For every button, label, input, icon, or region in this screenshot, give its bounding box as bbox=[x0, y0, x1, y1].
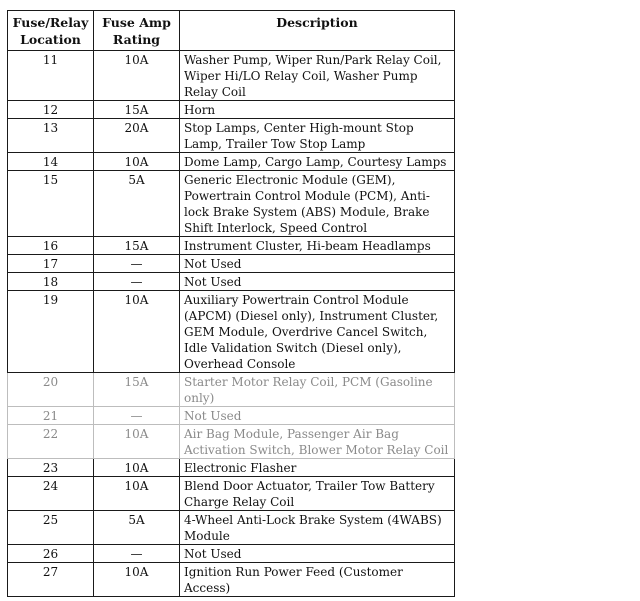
fuse-location-cell: 26 bbox=[8, 545, 94, 563]
fuse-location-cell: 22 bbox=[8, 425, 94, 459]
fuse-amp-cell: 10A bbox=[94, 563, 180, 597]
fuse-location-cell: 20 bbox=[8, 373, 94, 407]
fuse-amp-cell: 10A bbox=[94, 291, 180, 373]
fuse-amp-cell: 15A bbox=[94, 373, 180, 407]
fuse-description-cell: 4-Wheel Anti-Lock Brake System (4WABS) Module bbox=[180, 511, 455, 545]
fuse-location-cell: 15 bbox=[8, 171, 94, 237]
fuse-amp-cell: 10A bbox=[94, 51, 180, 101]
fuse-description-cell: Starter Motor Relay Coil, PCM (Gasoline only) bbox=[180, 373, 455, 407]
fuse-description-cell: Instrument Cluster, Hi-beam Headlamps bbox=[180, 237, 455, 255]
fuse-amp-cell: — bbox=[94, 273, 180, 291]
fuse-amp-cell: 10A bbox=[94, 459, 180, 477]
fuse-location-cell: 14 bbox=[8, 153, 94, 171]
table-row bbox=[8, 119, 455, 153]
fuse-amp-cell: 15A bbox=[94, 101, 180, 119]
fuse-location-cell: 11 bbox=[8, 51, 94, 101]
table-row bbox=[8, 273, 455, 291]
amp-header-line2: Rating bbox=[112, 32, 161, 47]
fuse-description-cell: Blend Door Actuator, Trailer Tow Battery Charge Relay Coil bbox=[180, 477, 455, 511]
fuse-description-cell: Dome Lamp, Cargo Lamp, Courtesy Lamps bbox=[180, 153, 455, 171]
table-row bbox=[8, 511, 455, 545]
fuse-location-cell: 16 bbox=[8, 237, 94, 255]
fuse-amp-cell: 15A bbox=[94, 237, 180, 255]
fuse-description-cell: Air Bag Module, Passenger Air Bag Activation Switch, Blower Motor Relay Coil bbox=[180, 425, 455, 459]
fuse-amp-cell: 10A bbox=[94, 425, 180, 459]
table-row bbox=[8, 545, 455, 563]
fuse-description-cell: Not Used bbox=[180, 273, 455, 291]
column-header-description bbox=[180, 11, 455, 51]
fuse-location-cell: 21 bbox=[8, 407, 94, 425]
table-row bbox=[8, 101, 455, 119]
column-header-amp bbox=[94, 11, 180, 51]
table-row bbox=[8, 373, 455, 407]
fuse-location-cell: 23 bbox=[8, 459, 94, 477]
fuse-amp-cell: 20A bbox=[94, 119, 180, 153]
fuse-amp-cell: 10A bbox=[94, 477, 180, 511]
fuse-amp-cell: — bbox=[94, 407, 180, 425]
fuse-description-cell: Washer Pump, Wiper Run/Park Relay Coil, Wiper Hi/LO Relay Coil, Washer Pump Relay Coil bbox=[180, 51, 455, 101]
fuse-location-cell: 12 bbox=[8, 101, 94, 119]
amp-header-line1: Fuse Amp bbox=[102, 15, 171, 30]
fuse-description-cell: Horn bbox=[180, 101, 455, 119]
table-row bbox=[8, 237, 455, 255]
fuse-relay-table bbox=[7, 10, 455, 597]
fuse-location-cell: 17 bbox=[8, 255, 94, 273]
table-row bbox=[8, 153, 455, 171]
table-row bbox=[8, 291, 455, 373]
fuse-description-cell: Stop Lamps, Center High-mount Stop Lamp, Trailer Tow Stop Lamp bbox=[180, 119, 455, 153]
table-row bbox=[8, 51, 455, 101]
fuse-amp-cell: 5A bbox=[94, 171, 180, 237]
table-row bbox=[8, 425, 455, 459]
fuse-description-cell: Not Used bbox=[180, 407, 455, 425]
table-row bbox=[8, 477, 455, 511]
fuse-description-cell: Not Used bbox=[180, 545, 455, 563]
fuse-description-cell: Electronic Flasher bbox=[180, 459, 455, 477]
fuse-description-cell: Generic Electronic Module (GEM), Powertrain Control Module (PCM), Anti-lock Brake System (ABS) Module, Brake Shift Interlock, Speed Control bbox=[180, 171, 455, 237]
location-header-line1: Fuse/Relay bbox=[12, 15, 89, 30]
table-row bbox=[8, 459, 455, 477]
fuse-location-cell: 19 bbox=[8, 291, 94, 373]
fuse-description-cell: Ignition Run Power Feed (Customer Access) bbox=[180, 563, 455, 597]
fuse-description-cell: Auxiliary Powertrain Control Module (APCM) (Diesel only), Instrument Cluster, GEM Module, Overdrive Cancel Switch, Idle Validation Switch (Diesel only), Overhead Console bbox=[180, 291, 455, 373]
fuse-amp-cell: 5A bbox=[94, 511, 180, 545]
fuse-description-cell: Not Used bbox=[180, 255, 455, 273]
fuse-location-cell: 18 bbox=[8, 273, 94, 291]
fuse-amp-cell: — bbox=[94, 545, 180, 563]
fuse-amp-cell: — bbox=[94, 255, 180, 273]
description-header: Description bbox=[276, 15, 358, 30]
table-row bbox=[8, 171, 455, 237]
fuse-location-cell: 13 bbox=[8, 119, 94, 153]
fuse-location-cell: 27 bbox=[8, 563, 94, 597]
column-header-location bbox=[8, 11, 94, 51]
table-row bbox=[8, 563, 455, 597]
table-row bbox=[8, 255, 455, 273]
fuse-amp-cell: 10A bbox=[94, 153, 180, 171]
location-header-line2: Location bbox=[20, 32, 81, 47]
table-header-row bbox=[8, 11, 455, 51]
fuse-location-cell: 24 bbox=[8, 477, 94, 511]
table-row bbox=[8, 407, 455, 425]
fuse-location-cell: 25 bbox=[8, 511, 94, 545]
